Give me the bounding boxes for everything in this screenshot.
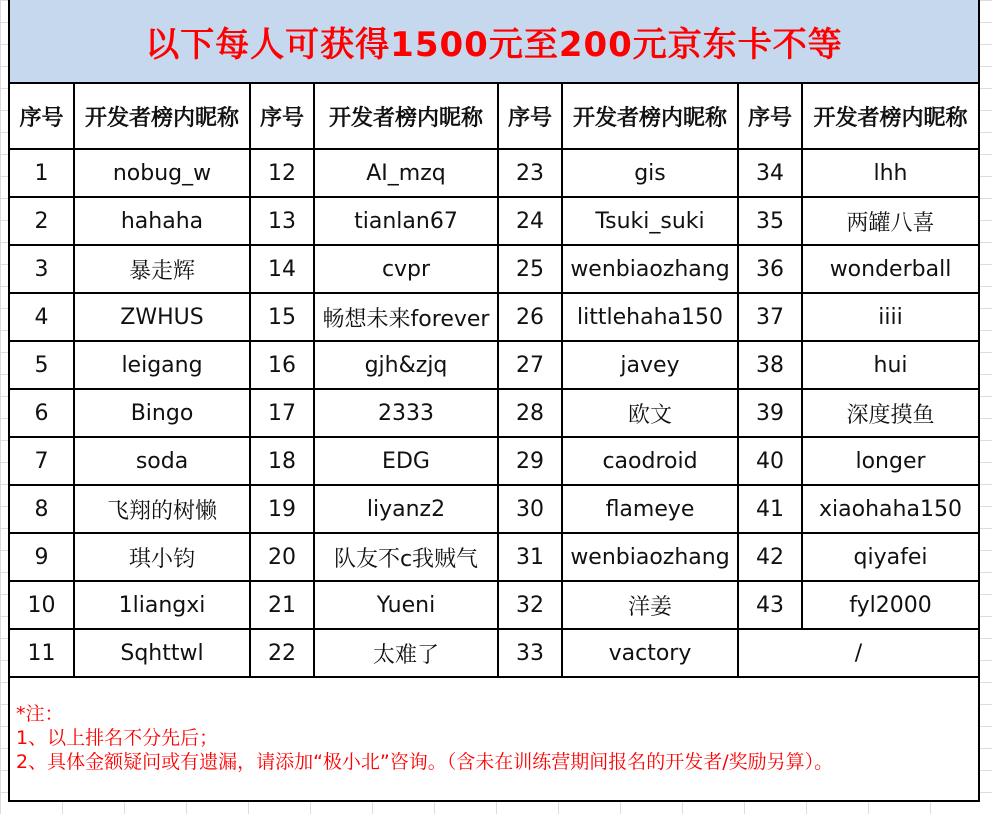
index-cell: 2 bbox=[10, 197, 74, 245]
nickname-cell: hui bbox=[802, 341, 978, 389]
nickname-cell: javey bbox=[562, 341, 738, 389]
index-cell: 35 bbox=[738, 197, 802, 245]
nickname-cell: iiii bbox=[802, 293, 978, 341]
nickname-cell: flameye bbox=[562, 485, 738, 533]
index-cell: 5 bbox=[10, 341, 74, 389]
index-cell: 27 bbox=[498, 341, 562, 389]
header-cell-index: 序号 bbox=[10, 83, 74, 149]
nickname-cell: caodroid bbox=[562, 437, 738, 485]
nickname-cell: Sqhttwl bbox=[74, 629, 250, 677]
table-row bbox=[10, 245, 978, 293]
index-cell: 38 bbox=[738, 341, 802, 389]
header-cell-nickname: 开发者榜内昵称 bbox=[314, 83, 498, 149]
index-cell: 18 bbox=[250, 437, 314, 485]
index-cell: 39 bbox=[738, 389, 802, 437]
award-sheet bbox=[8, 0, 980, 802]
notes-block bbox=[16, 702, 968, 774]
notes-heading: *注： bbox=[16, 703, 64, 725]
index-cell: 23 bbox=[498, 149, 562, 197]
index-cell: 36 bbox=[738, 245, 802, 293]
index-cell: 4 bbox=[10, 293, 74, 341]
index-cell: 15 bbox=[250, 293, 314, 341]
index-cell: 33 bbox=[498, 629, 562, 677]
index-cell: 37 bbox=[738, 293, 802, 341]
nickname-cell: fyl2000 bbox=[802, 581, 978, 629]
nickname-cell: AI_mzq bbox=[314, 149, 498, 197]
nickname-cell: Yueni bbox=[314, 581, 498, 629]
nickname-cell: 暴走辉 bbox=[74, 245, 250, 293]
nickname-cell: xiaohaha150 bbox=[802, 485, 978, 533]
nickname-cell: 深度摸鱼 bbox=[802, 389, 978, 437]
index-cell: 41 bbox=[738, 485, 802, 533]
nickname-cell: 飞翔的树懒 bbox=[74, 485, 250, 533]
header-cell-index: 序号 bbox=[738, 83, 802, 149]
index-cell: 9 bbox=[10, 533, 74, 581]
nickname-cell: liyanz2 bbox=[314, 485, 498, 533]
nickname-cell: wonderball bbox=[802, 245, 978, 293]
table-row bbox=[10, 341, 978, 389]
index-cell: 31 bbox=[498, 533, 562, 581]
index-cell: 14 bbox=[250, 245, 314, 293]
nickname-cell: littlehaha150 bbox=[562, 293, 738, 341]
nickname-cell: lhh bbox=[802, 149, 978, 197]
index-cell: 42 bbox=[738, 533, 802, 581]
nickname-cell: soda bbox=[74, 437, 250, 485]
nickname-cell: 洋姜 bbox=[562, 581, 738, 629]
nickname-cell: leigang bbox=[74, 341, 250, 389]
nickname-cell: EDG bbox=[314, 437, 498, 485]
table-row bbox=[10, 629, 978, 677]
index-cell: 10 bbox=[10, 581, 74, 629]
nickname-cell: wenbiaozhang bbox=[562, 245, 738, 293]
index-cell: 6 bbox=[10, 389, 74, 437]
index-cell: 34 bbox=[738, 149, 802, 197]
empty-slot-cell: / bbox=[738, 629, 978, 677]
index-cell: 28 bbox=[498, 389, 562, 437]
table-row bbox=[10, 581, 978, 629]
nickname-cell: 队友不c我贼气 bbox=[314, 533, 498, 581]
developer-table bbox=[10, 82, 978, 678]
nickname-cell: 两罐八喜 bbox=[802, 197, 978, 245]
nickname-cell: qiyafei bbox=[802, 533, 978, 581]
index-cell: 8 bbox=[10, 485, 74, 533]
header-cell-nickname: 开发者榜内昵称 bbox=[74, 83, 250, 149]
index-cell: 1 bbox=[10, 149, 74, 197]
nickname-cell: wenbiaozhang bbox=[562, 533, 738, 581]
nickname-cell: ZWHUS bbox=[74, 293, 250, 341]
title-banner bbox=[10, 0, 978, 84]
note-line-2: 2、具体金额疑问或有遗漏，请添加“极小北”咨询。（含未在训练营期间报名的开发者/奖励另算）。 bbox=[16, 751, 834, 773]
index-cell: 22 bbox=[250, 629, 314, 677]
index-cell: 30 bbox=[498, 485, 562, 533]
note-line-1: 1、以上排名不分先后； bbox=[16, 727, 219, 749]
index-cell: 26 bbox=[498, 293, 562, 341]
table-row bbox=[10, 293, 978, 341]
header-cell-nickname: 开发者榜内昵称 bbox=[802, 83, 978, 149]
table-row bbox=[10, 389, 978, 437]
index-cell: 40 bbox=[738, 437, 802, 485]
index-cell: 25 bbox=[498, 245, 562, 293]
index-cell: 17 bbox=[250, 389, 314, 437]
index-cell: 21 bbox=[250, 581, 314, 629]
nickname-cell: 1liangxi bbox=[74, 581, 250, 629]
nickname-cell: 欧文 bbox=[562, 389, 738, 437]
index-cell: 32 bbox=[498, 581, 562, 629]
nickname-cell: 畅想未来forever bbox=[314, 293, 498, 341]
header-cell-index: 序号 bbox=[250, 83, 314, 149]
table-row bbox=[10, 533, 978, 581]
nickname-cell: vactory bbox=[562, 629, 738, 677]
nickname-cell: tianlan67 bbox=[314, 197, 498, 245]
header-cell-index: 序号 bbox=[498, 83, 562, 149]
nickname-cell: 2333 bbox=[314, 389, 498, 437]
nickname-cell: gjh&zjq bbox=[314, 341, 498, 389]
table-row bbox=[10, 197, 978, 245]
nickname-cell: longer bbox=[802, 437, 978, 485]
index-cell: 7 bbox=[10, 437, 74, 485]
nickname-cell: 琪小钧 bbox=[74, 533, 250, 581]
index-cell: 3 bbox=[10, 245, 74, 293]
index-cell: 43 bbox=[738, 581, 802, 629]
header-cell-nickname: 开发者榜内昵称 bbox=[562, 83, 738, 149]
table-row bbox=[10, 437, 978, 485]
nickname-cell: nobug_w bbox=[74, 149, 250, 197]
index-cell: 13 bbox=[250, 197, 314, 245]
nickname-cell: 太难了 bbox=[314, 629, 498, 677]
nickname-cell: Bingo bbox=[74, 389, 250, 437]
nickname-cell: Tsuki_suki bbox=[562, 197, 738, 245]
index-cell: 16 bbox=[250, 341, 314, 389]
index-cell: 19 bbox=[250, 485, 314, 533]
table-row bbox=[10, 485, 978, 533]
index-cell: 12 bbox=[250, 149, 314, 197]
header-row bbox=[10, 83, 978, 149]
index-cell: 11 bbox=[10, 629, 74, 677]
nickname-cell: cvpr bbox=[314, 245, 498, 293]
nickname-cell: hahaha bbox=[74, 197, 250, 245]
index-cell: 24 bbox=[498, 197, 562, 245]
table-row bbox=[10, 149, 978, 197]
sheet-title: 以下每人可获得1500元至200元京东卡不等 bbox=[145, 24, 843, 65]
index-cell: 20 bbox=[250, 533, 314, 581]
nickname-cell: gis bbox=[562, 149, 738, 197]
index-cell: 29 bbox=[498, 437, 562, 485]
